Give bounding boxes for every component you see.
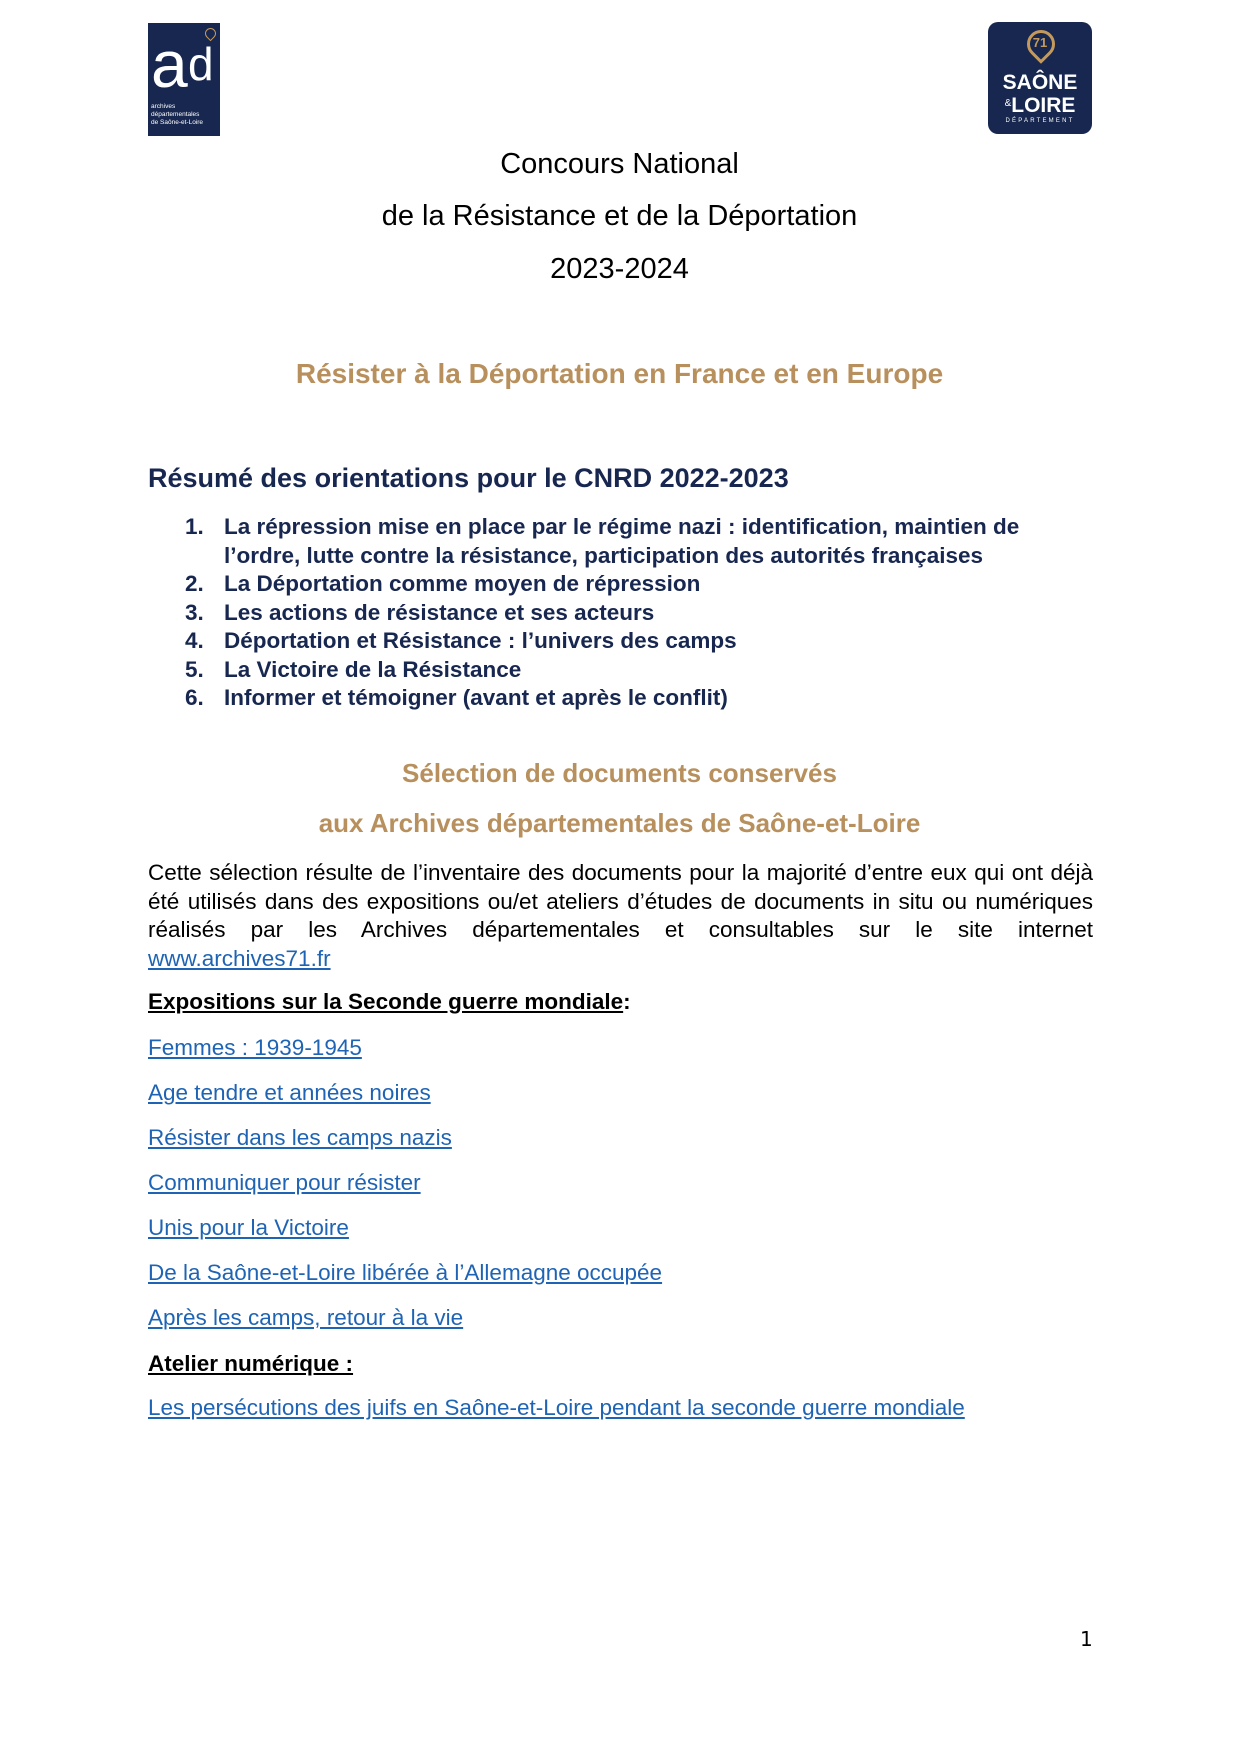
logo-line-loire: &LOIRE (1004, 94, 1076, 117)
list-item: 2. La Déportation comme moyen de répression (185, 571, 701, 596)
logo-letter-d: d (188, 38, 214, 90)
logo-line-departement: DÉPARTEMENT (1005, 118, 1075, 124)
exposition-link[interactable]: Age tendre et années noires (148, 1080, 431, 1105)
exposition-link[interactable]: Communiquer pour résister (148, 1170, 421, 1195)
logo-letter-a: a (151, 27, 188, 101)
saone-et-loire-departement-logo (988, 22, 1092, 134)
expositions-heading: Expositions sur la Seconde guerre mondiale: (148, 989, 631, 1014)
list-item: 1. La répression mise en place par le régime nazi : identification, maintien de l’ordre, lutte contre la résistance, participation des autorités françaises (185, 514, 1020, 568)
page-number: 1 (1080, 1627, 1093, 1651)
list-item: 5. La Victoire de la Résistance (185, 656, 522, 682)
summary-heading: Résumé des orientations pour le CNRD 2022-2023 (148, 463, 789, 493)
exposition-link[interactable]: Après les camps, retour à la vie (148, 1305, 464, 1330)
list-item: 4. Déportation et Résistance : l’univers des camps (185, 628, 737, 653)
logo-badge-number: 71 (1032, 35, 1048, 50)
selection-heading-line-2: aux Archives départementales de Saône-et-Loire (318, 808, 921, 838)
exposition-link[interactable]: De la Saône-et-Loire libérée à l’Allemagne occupée (148, 1260, 663, 1285)
selection-heading-line-1: Sélection de documents conservés (402, 758, 837, 788)
list-item: 3. Les actions de résistance et ses acteurs (185, 599, 655, 625)
header-line-3: 2023-2024 (550, 253, 689, 285)
logo-caption: archives départementales de Saône-et-Loire (151, 103, 204, 126)
header-line-1: Concours National (500, 148, 739, 180)
selection-paragraph: Cette sélection résulte de l’inventaire des documents pour la majorité d’entre eux qui ont déjà été utilisés dans des expositions ou/et ateliers d’études de documents in situ ou numériques réalisés par les Archives départementales et consultables sur le site internet www.archives71.fr (148, 860, 1093, 971)
exposition-link[interactable]: Résister dans les camps nazis (148, 1125, 452, 1150)
logo-line-saone: SAÔNE (1002, 71, 1078, 94)
header-line-2: de la Résistance et de la Déportation (381, 200, 858, 232)
atelier-link[interactable]: Les persécutions des juifs en Saône-et-Loire pendant la seconde guerre mondiale (148, 1395, 965, 1420)
list-item: 6. Informer et témoigner (avant et après le conflit) (185, 685, 728, 710)
website-link[interactable]: www.archives71.fr (148, 945, 331, 971)
orientations-list (148, 513, 1048, 713)
theme-title: Résister à la Déportation en France et en Europe (295, 358, 944, 389)
atelier-heading: Atelier numérique : (148, 1351, 354, 1376)
archives-departementales-logo (148, 23, 220, 136)
exposition-link[interactable]: Unis pour la Victoire (148, 1215, 349, 1240)
exposition-link[interactable]: Femmes : 1939-1945 (148, 1035, 362, 1060)
